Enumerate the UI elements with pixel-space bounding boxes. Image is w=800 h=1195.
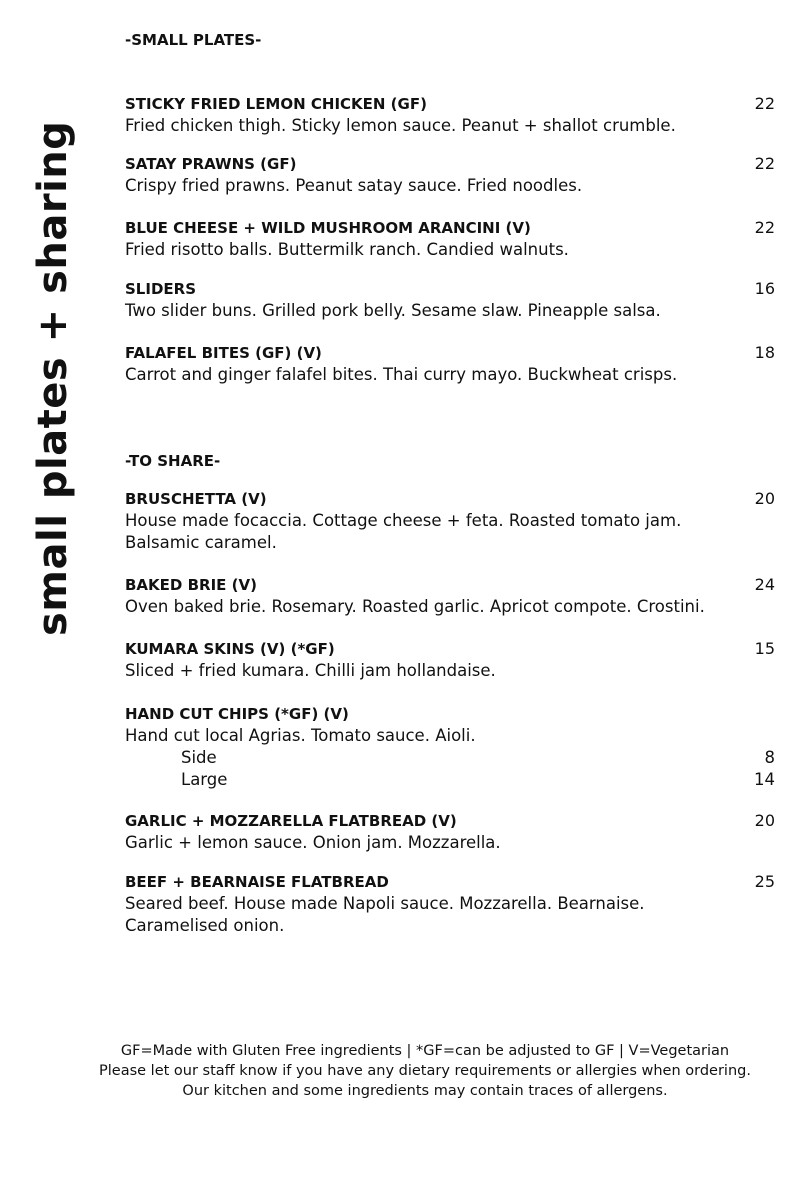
menu-item bbox=[125, 94, 775, 137]
item-description: Fried risotto balls. Buttermilk ranch. Candied walnuts. bbox=[125, 240, 569, 259]
footer-notes bbox=[0, 1041, 800, 1101]
side-title: small plates + sharing bbox=[30, 120, 76, 636]
menu-item bbox=[125, 154, 775, 197]
item-price: 24 bbox=[754, 575, 775, 594]
option-price: 14 bbox=[754, 770, 775, 789]
item-price: 22 bbox=[754, 218, 775, 237]
option-row-large bbox=[125, 769, 775, 791]
item-description: Two slider buns. Grilled pork belly. Sesame slaw. Pineapple salsa. bbox=[125, 301, 661, 320]
menu-item bbox=[125, 279, 775, 322]
menu-item bbox=[125, 639, 775, 682]
item-name: GARLIC + MOZZARELLA FLATBREAD (V) bbox=[125, 812, 457, 830]
item-name: BAKED BRIE (V) bbox=[125, 576, 257, 594]
menu-item bbox=[125, 489, 775, 554]
item-name: BLUE CHEESE + WILD MUSHROOM ARANCINI (V) bbox=[125, 219, 531, 237]
option-label: Large bbox=[181, 770, 228, 789]
footer-allergy-notice: Please let our staff know if you have any dietary requirements or allergies when ordering. bbox=[99, 1063, 751, 1079]
item-name: FALAFEL BITES (GF) (V) bbox=[125, 344, 322, 362]
item-price: 16 bbox=[754, 279, 775, 298]
item-description: Carrot and ginger falafel bites. Thai curry mayo. Buckwheat crisps. bbox=[125, 365, 678, 384]
item-name: BRUSCHETTA (V) bbox=[125, 490, 267, 508]
menu-item bbox=[125, 575, 775, 618]
item-price: 15 bbox=[754, 639, 775, 658]
item-description: Seared beef. House made Napoli sauce. Mozzarella. Bearnaise. Caramelised onion. bbox=[125, 894, 645, 935]
menu-item bbox=[125, 811, 775, 854]
item-description: House made focaccia. Cottage cheese + feta. Roasted tomato jam. Balsamic caramel. bbox=[125, 511, 682, 552]
item-price: 22 bbox=[754, 154, 775, 173]
option-price: 8 bbox=[764, 748, 775, 767]
option-label: Side bbox=[181, 748, 217, 767]
item-description: Oven baked brie. Rosemary. Roasted garlic. Apricot compote. Crostini. bbox=[125, 597, 705, 616]
menu-item bbox=[125, 872, 775, 937]
item-name: STICKY FRIED LEMON CHICKEN (GF) bbox=[125, 95, 427, 113]
footer-traces-notice: Our kitchen and some ingredients may contain traces of allergens. bbox=[182, 1083, 668, 1099]
menu-item bbox=[125, 218, 775, 261]
section-heading-small-plates: -SMALL PLATES- bbox=[125, 31, 262, 49]
footer-legend: GF=Made with Gluten Free ingredients | *GF=can be adjusted to GF | V=Vegetarian bbox=[120, 1043, 730, 1059]
item-description: Garlic + lemon sauce. Onion jam. Mozzarella. bbox=[125, 833, 501, 852]
item-price: 18 bbox=[754, 343, 775, 362]
item-name: BEEF + BEARNAISE FLATBREAD bbox=[125, 873, 389, 891]
menu-item bbox=[125, 704, 775, 791]
item-name: SATAY PRAWNS (GF) bbox=[125, 155, 297, 173]
option-row-side bbox=[125, 747, 775, 769]
item-description: Fried chicken thigh. Sticky lemon sauce. Peanut + shallot crumble. bbox=[125, 116, 676, 135]
item-description: Hand cut local Agrias. Tomato sauce. Aioli. bbox=[125, 726, 476, 745]
item-price: 20 bbox=[754, 489, 775, 508]
item-description: Crispy fried prawns. Peanut satay sauce. Fried noodles. bbox=[125, 176, 583, 195]
item-name: KUMARA SKINS (V) (*GF) bbox=[125, 640, 335, 658]
item-description: Sliced + fried kumara. Chilli jam hollandaise. bbox=[125, 661, 496, 680]
item-price: 22 bbox=[754, 94, 775, 113]
item-name: SLIDERS bbox=[125, 280, 196, 298]
item-name: HAND CUT CHIPS (*GF) (V) bbox=[125, 705, 349, 723]
menu-item bbox=[125, 343, 775, 386]
section-heading-to-share: -TO SHARE- bbox=[125, 452, 221, 470]
item-price: 20 bbox=[754, 811, 775, 830]
item-price: 25 bbox=[754, 872, 775, 891]
